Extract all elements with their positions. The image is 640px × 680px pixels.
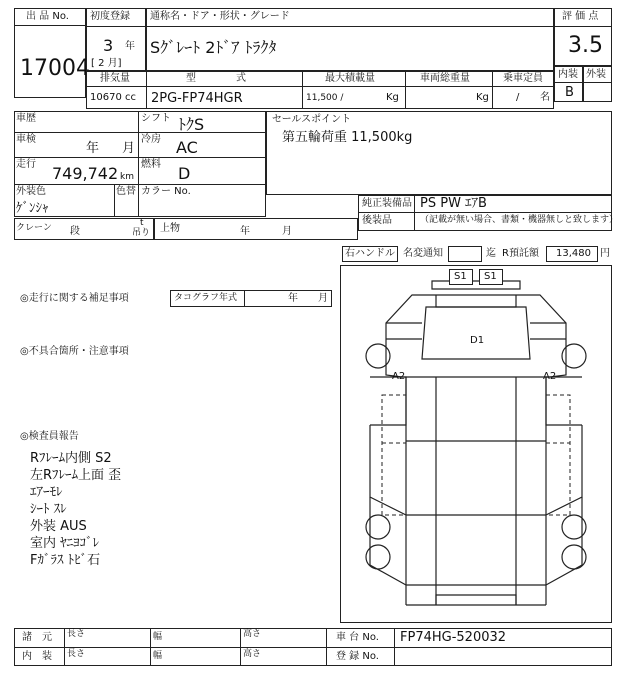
driving-notes-label: ◎走行に関する補足事項 [20, 293, 129, 304]
inspector-label: ◎検査員報告 [20, 431, 79, 442]
crane-stage: 段 [70, 226, 80, 237]
ac-label: 冷房 [141, 134, 161, 145]
mark-s1-right: S1 [484, 271, 497, 282]
inspector-line: Fｶﾞﾗｽ ﾄﾋﾞ石 [30, 553, 101, 568]
inspection-year-unit: 年 [86, 141, 100, 156]
capacity-label: 乗車定員 [503, 73, 543, 84]
shift-label: シフト [141, 113, 171, 124]
body-box [154, 218, 358, 240]
footer-length-label: 長さ [67, 629, 86, 639]
body-year: 年 [240, 226, 250, 237]
first-reg-year-unit: 年 [125, 41, 135, 52]
reg-label: 登 録 No. [336, 651, 379, 662]
mark-s1-left: S1 [454, 271, 467, 282]
gvw-unit: Kg [476, 92, 489, 103]
fuel: D [178, 164, 191, 183]
max-load: 11,500 / [306, 93, 344, 103]
grade-label: 評 価 点 [562, 11, 599, 22]
mark-d1: D1 [470, 335, 485, 346]
footer-length-label-2: 長さ [67, 649, 86, 659]
body-label: 上物 [160, 223, 180, 234]
displacement: 10670 cc [90, 92, 136, 103]
inspection-label: 車検 [16, 134, 36, 145]
color-no-label: カラー No. [141, 186, 191, 197]
max-load-label: 最大積載量 [325, 73, 375, 84]
exterior-label: 外装 [586, 69, 606, 80]
ext-color: ｹﾞﾝｼｬ [16, 201, 49, 216]
name-change-box [448, 246, 482, 262]
tacho-year: 年 [288, 293, 298, 304]
tacho-month: 月 [318, 293, 328, 304]
sales-points: 第五輪荷重 11,500kg [282, 130, 413, 145]
first-reg-year: 3 [103, 36, 114, 55]
aftermarket-note: （記載が無い場合、書類・機器無しと致します） [420, 215, 619, 225]
equipment-label: 純正装備品 [362, 198, 412, 209]
shift: ﾄｸS [178, 115, 205, 134]
lot-no: 17004 [20, 56, 90, 81]
crane-ton-bottom: 吊り [132, 228, 151, 238]
mark-a2-left: A2 [392, 371, 406, 382]
equipment: PS PW ｴｱB [420, 196, 487, 211]
aftermarket-label: 後装品 [362, 215, 392, 226]
max-load-unit: Kg [386, 92, 399, 103]
lot-no-label: 出 品 No. [26, 11, 69, 22]
fuel-label: 燃料 [141, 159, 161, 170]
mark-a2-right: A2 [543, 371, 557, 382]
first-reg-month: [ 2 月] [91, 58, 122, 69]
tacho-label: タコグラフ年式 [174, 293, 238, 303]
chassis-label: 車 台 No. [336, 632, 379, 643]
inspector-line: ｴｱｰﾓﾚ [30, 485, 63, 500]
inspector-report [30, 447, 121, 566]
capacity-unit: 名 [540, 92, 550, 103]
ext-color-label: 外装色 [16, 186, 46, 197]
sales-points-label: セールスポイント [272, 114, 352, 125]
inspector-line: 室内 ﾔﾆﾖｺﾞﾚ [30, 536, 100, 551]
truck-diagram [340, 265, 612, 623]
r-deposit-unit: 円 [600, 248, 610, 259]
r-deposit: 13,480 [556, 248, 591, 259]
body-month: 月 [282, 226, 292, 237]
inspector-line: 外装 AUS [30, 519, 87, 534]
mileage-label: 走行 [16, 159, 36, 170]
footer-interior-label: 内 装 [22, 651, 52, 662]
color-change-label: 色替 [116, 186, 136, 197]
crane-label: クレーン [16, 223, 52, 233]
handle: 右ハンドル [345, 248, 395, 259]
model-code-label: 型 式 [186, 73, 246, 84]
mileage-unit: km [120, 172, 134, 182]
model-code: 2PG-FP74HGR [151, 91, 243, 106]
model-name-label: 通称名・ドア・形状・グレード [150, 11, 290, 22]
crane-ton-top: t [140, 218, 144, 228]
defects-label: ◎不具合箇所・注意事項 [20, 346, 129, 357]
r-deposit-label: R預託額 [502, 248, 539, 259]
capacity: / [516, 92, 520, 103]
chassis-no: FP74HG-520032 [400, 630, 507, 645]
inspector-line: Rﾌﾚｰﾑ内側 S2 [30, 451, 112, 466]
footer-height-label: 高さ [243, 629, 262, 639]
interior-grade: B [565, 85, 574, 100]
footer-width-label-2: 幅 [153, 651, 163, 661]
history-label: 車歴 [16, 113, 36, 124]
footer-width-label: 幅 [153, 632, 163, 642]
inspector-line: 左Rﾌﾚｰﾑ上面 歪 [30, 468, 122, 483]
grade: 3.5 [568, 33, 603, 58]
inspector-line: ｼｰﾄ ｽﾚ [30, 502, 67, 517]
footer-height-label-2: 高さ [243, 649, 262, 659]
name-change-label: 名変通知 [403, 248, 443, 259]
gvw-label: 車両総重量 [420, 73, 470, 84]
ac: AC [176, 138, 198, 157]
model-name: Sｸﾞﾚｰﾄ 2ﾄﾞｱ ﾄﾗｸﾀ [150, 38, 277, 57]
inspection-month-unit: 月 [122, 141, 136, 156]
doc-deadline-label: 迄 [486, 248, 496, 259]
footer-specs-label: 諸 元 [22, 632, 52, 643]
displacement-label: 排気量 [100, 73, 130, 84]
interior-label: 内装 [558, 69, 578, 80]
first-reg-label: 初度登録 [90, 11, 130, 22]
mileage: 749,742 [52, 164, 119, 183]
